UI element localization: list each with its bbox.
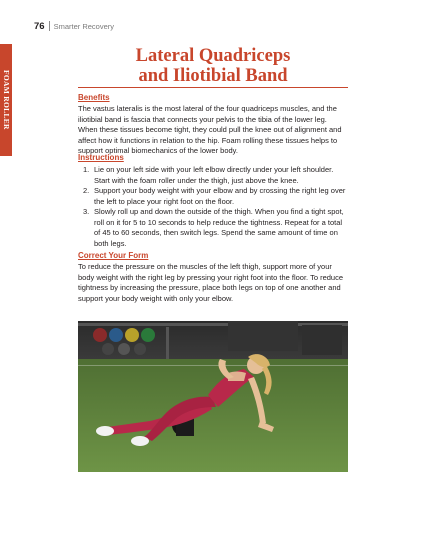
step-number: 1.: [83, 165, 90, 174]
instruction-step: [78, 186, 348, 207]
step-text: Slowly roll up and down the outside of the thigh. When you find a tight spot, roll on it for 5 to 10 seconds to help reduce the tightness. Repeat for a total of 45 to 60 seconds, then switch legs. Spend the same amount of time on both legs.: [94, 207, 344, 248]
title-line-1: Lateral Quadriceps: [135, 46, 291, 66]
page-header: [34, 20, 114, 32]
benefits-heading: Benefits: [78, 93, 110, 102]
side-tab-label: FOAM ROLLER: [2, 70, 11, 130]
header-divider: [49, 21, 50, 31]
title-line-2: and Iliotibial Band: [138, 66, 288, 86]
correct-form-text: To reduce the pressure on the muscles of the left thigh, support more of your body weight with the right leg by pressing your right foot into the floor. To reduce tightness by increasing the pressure, place both legs on top of one another and support your body weight with only your elbow.: [78, 262, 344, 303]
page-title: [78, 46, 348, 86]
instructions-list: [78, 165, 348, 249]
page-number: 76: [34, 20, 45, 32]
title-rule: [78, 87, 348, 88]
step-number: 2.: [83, 186, 90, 195]
step-text: Lie on your left side with your left elbow directly under your left shoulder. Start with the foam roller under the thigh, just above the knee.: [94, 165, 334, 185]
exercise-photo: [78, 321, 348, 472]
instruction-step: [78, 165, 348, 186]
running-head: Smarter Recovery: [53, 21, 115, 31]
benefits-text: The vastus lateralis is the most lateral of the four quadriceps muscles, and the iliotibial band is fascia that connects your pelvis to the tibia of the lower leg. When these tissues become tight, they could pull the knee out of alignment and affect how it functions in relation to the hip. Foam rolling these tissues helps to support optimal biomechanics of the lower body.: [78, 104, 342, 155]
correct-form-heading: Correct Your Form: [78, 251, 149, 260]
exercise-illustration: [78, 321, 348, 472]
step-number: 3.: [83, 207, 90, 216]
step-text: Support your body weight with your elbow and by crossing the right leg over the left to place your right foot on the floor.: [94, 186, 346, 206]
instruction-step: [78, 207, 348, 249]
instructions-heading: Instructions: [78, 153, 124, 162]
